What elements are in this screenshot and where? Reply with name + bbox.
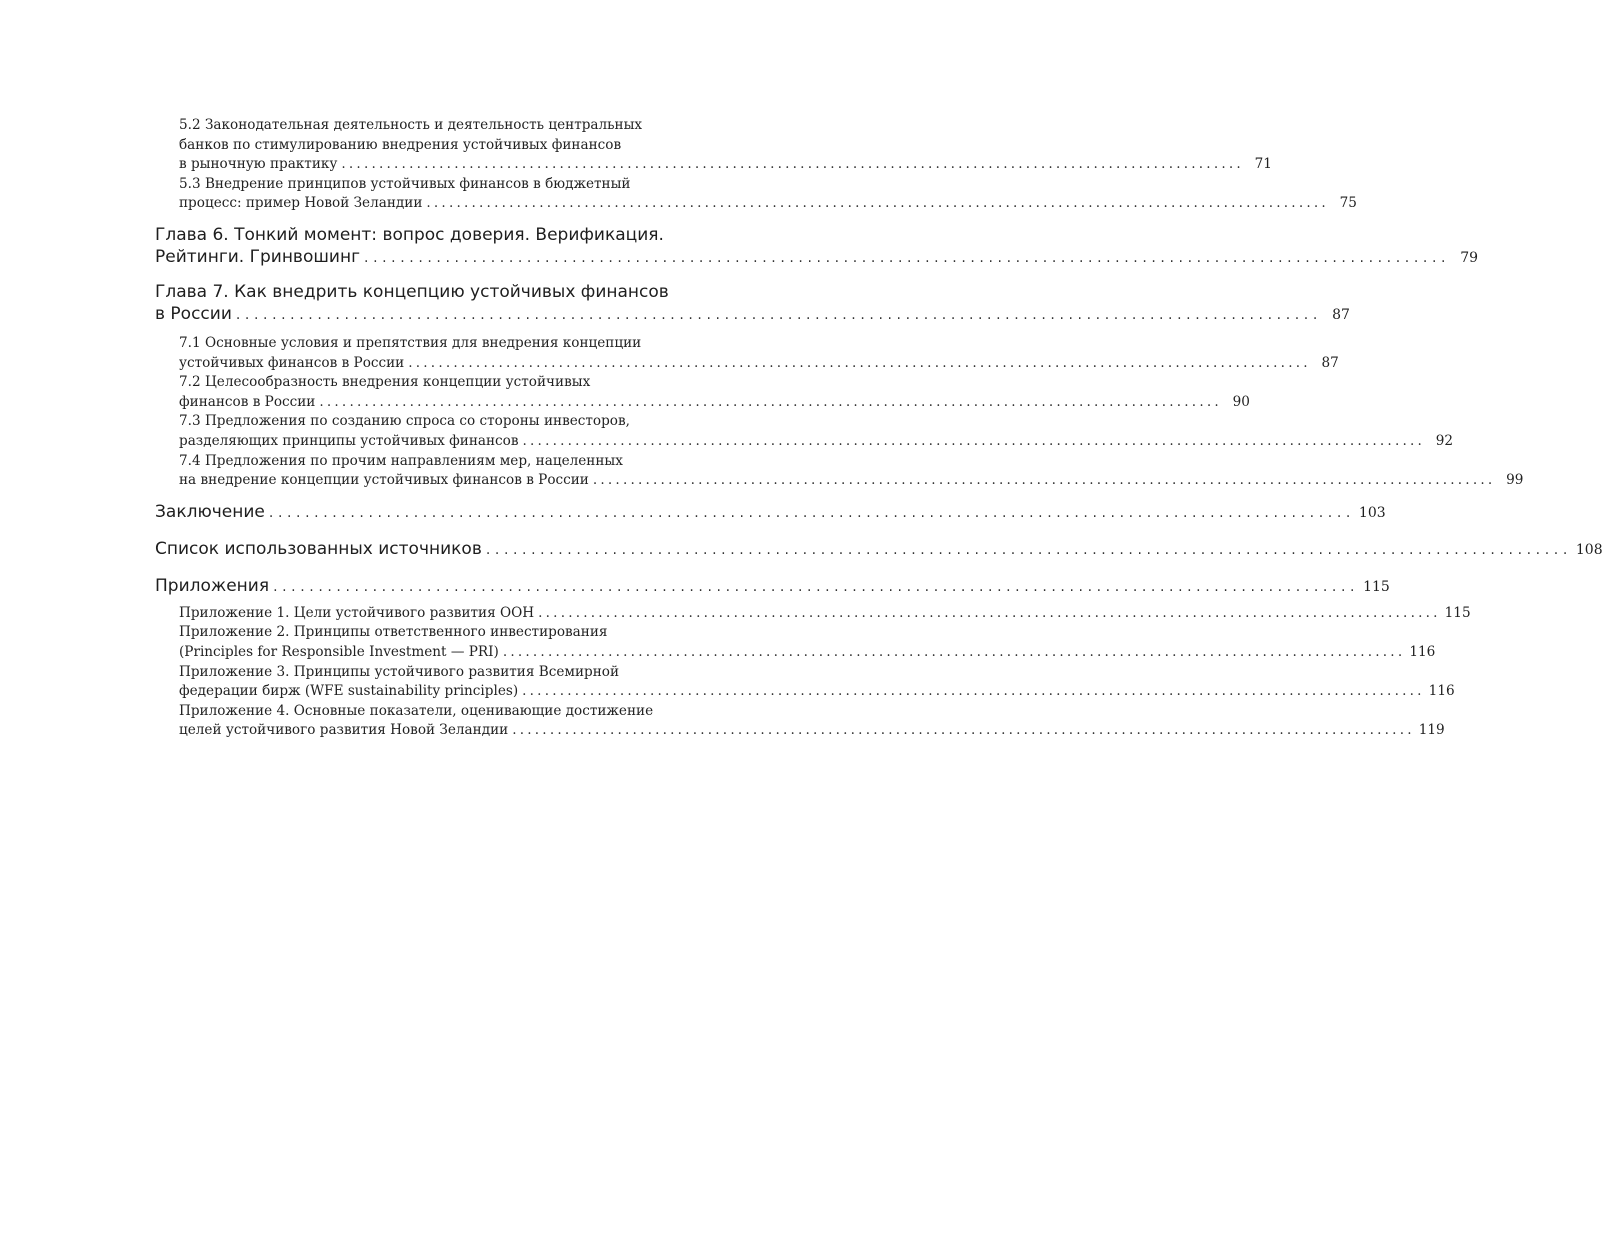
toc-page-number: 116 bbox=[1409, 643, 1436, 660]
dot-leader: ........................................................................................................................ bbox=[512, 722, 1415, 739]
toc-section-entry[interactable] bbox=[179, 175, 1357, 214]
toc-chapter-entry[interactable] bbox=[155, 538, 1603, 561]
toc-page-number: 99 bbox=[1506, 472, 1524, 489]
toc-entry-title-line: Приложения bbox=[155, 575, 270, 596]
dot-leader: ........................................................................................................................ bbox=[522, 432, 1426, 449]
toc-page-number: 108 bbox=[1575, 541, 1603, 558]
toc-entry-title-line: целей устойчивого развития Новой Зеландии bbox=[179, 722, 509, 739]
toc-section-entry[interactable] bbox=[179, 334, 1339, 373]
toc-page-number: 90 bbox=[1232, 393, 1250, 410]
toc-section-entry[interactable] bbox=[179, 702, 1445, 741]
toc-section-entry[interactable] bbox=[179, 604, 1471, 624]
toc-section-entry[interactable] bbox=[179, 373, 1250, 412]
dot-leader: ........................................................................................................................ bbox=[522, 683, 1425, 700]
dot-leader: ........................................................................................................................ bbox=[268, 504, 1355, 521]
dot-leader: ........................................................................................................................ bbox=[408, 354, 1311, 371]
toc-entry-final-line bbox=[179, 682, 1455, 702]
dot-leader: ........................................................................................................................ bbox=[426, 195, 1329, 212]
toc-entry-final-line bbox=[155, 501, 1386, 524]
toc-entry-title-line: процесс: пример Новой Зеландии bbox=[179, 195, 423, 212]
toc-page-number: 119 bbox=[1418, 722, 1445, 739]
toc-page-number: 92 bbox=[1435, 432, 1454, 449]
toc-entry-title-line: разделяющих принципы устойчивых финансов bbox=[179, 432, 519, 449]
toc-entry-final-line bbox=[179, 393, 1250, 413]
toc-entry-title-line: в России bbox=[155, 303, 232, 324]
toc-page-number: 103 bbox=[1358, 504, 1386, 521]
toc-entry-title-line: финансов в России bbox=[179, 393, 316, 410]
toc-entry-title-line: в рыночную практику bbox=[179, 156, 338, 173]
toc-page-number: 71 bbox=[1254, 156, 1272, 173]
toc-page-number: 87 bbox=[1321, 354, 1339, 371]
toc-entry-title-line: Глава 6. Тонкий момент: вопрос доверия. Верификация. bbox=[155, 224, 664, 245]
toc-entry-title-line: Приложение 1. Цели устойчивого развития ООН bbox=[179, 604, 535, 621]
toc-entry-title-line: Рейтинги. Гринвошинг bbox=[155, 246, 361, 267]
dot-leader: ........................................................................................................................ bbox=[592, 472, 1496, 489]
toc-section-entry[interactable] bbox=[179, 452, 1524, 491]
toc-entry-final-line bbox=[155, 575, 1390, 598]
toc-entry-title-line: 7.3 Предложения по созданию спроса со стороны инвесторов, bbox=[179, 413, 630, 430]
dot-leader: ........................................................................................................................ bbox=[341, 156, 1244, 173]
toc-page-number: 116 bbox=[1428, 683, 1455, 700]
dot-leader: ........................................................................................................................ bbox=[502, 643, 1406, 660]
toc-entry-final-line bbox=[179, 721, 1445, 741]
toc-entry-final-line bbox=[155, 246, 1479, 269]
toc-entry-title-line: Список использованных источников bbox=[155, 538, 482, 559]
toc-section-entry[interactable] bbox=[179, 623, 1436, 662]
toc-entry-final-line bbox=[179, 471, 1524, 491]
toc-page-number: 75 bbox=[1339, 195, 1357, 212]
toc-entry-final-line bbox=[155, 303, 1350, 326]
toc-chapter-entry[interactable] bbox=[155, 575, 1390, 598]
toc-page-number: 115 bbox=[1363, 578, 1390, 595]
toc-entry-final-line bbox=[179, 604, 1471, 624]
toc-entry-title-line: 7.4 Предложения по прочим направлениям мер, нацеленных bbox=[179, 452, 623, 469]
toc-entry-title-line: 5.2 Законодательная деятельность и деятельность центральных bbox=[179, 117, 643, 133]
toc-entry-title-line: (Principles for Responsible Investment — PRI) bbox=[179, 643, 499, 660]
toc-entry-title-line: на внедрение концепции устойчивых финансов в России bbox=[179, 472, 589, 489]
toc-entry-title-line: Приложение 4. Основные показатели, оценивающие достижение bbox=[179, 702, 654, 719]
toc-entry-title-line: устойчивых финансов в России bbox=[179, 354, 405, 371]
toc-entry-title-line: Глава 7. Как внедрить концепцию устойчивых финансов bbox=[155, 281, 669, 302]
toc-entry-final-line bbox=[155, 538, 1603, 561]
toc-chapter-entry[interactable] bbox=[155, 224, 1479, 269]
toc-chapter-entry[interactable] bbox=[155, 501, 1386, 524]
toc-entry-final-line bbox=[179, 354, 1339, 374]
toc-page-number: 79 bbox=[1460, 249, 1479, 266]
dot-leader: ........................................................................................................................ bbox=[273, 578, 1360, 595]
toc-section-entry[interactable] bbox=[179, 663, 1455, 702]
toc-page-number: 115 bbox=[1444, 604, 1471, 621]
table-of-contents bbox=[155, 116, 1603, 741]
dot-leader: ........................................................................................................................ bbox=[319, 393, 1222, 410]
toc-entry-title-line: Приложение 2. Принципы ответственного инвестирования bbox=[179, 624, 608, 641]
toc-entry-title-line: федерации бирж (WFE sustainability principles) bbox=[179, 683, 519, 700]
toc-chapter-entry[interactable] bbox=[155, 281, 1350, 326]
toc-entry-final-line bbox=[179, 194, 1357, 214]
toc-entry-title-line: 7.2 Целесообразность внедрения концепции устойчивых bbox=[179, 374, 591, 391]
toc-section-entry[interactable] bbox=[179, 116, 1272, 175]
dot-leader: ........................................................................................................................ bbox=[364, 249, 1451, 266]
toc-section-entry[interactable] bbox=[179, 412, 1454, 451]
dot-leader: ........................................................................................................................ bbox=[538, 604, 1441, 621]
dot-leader: ........................................................................................................................ bbox=[235, 306, 1322, 323]
toc-entry-final-line bbox=[179, 432, 1454, 452]
toc-entry-title-line: банков по стимулированию внедрения устойчивых финансов bbox=[179, 136, 622, 153]
toc-entry-final-line bbox=[179, 643, 1436, 663]
dot-leader: ........................................................................................................................ bbox=[485, 541, 1572, 558]
toc-entry-final-line bbox=[179, 155, 1272, 175]
toc-entry-title-line: Заключение bbox=[155, 501, 265, 522]
toc-entry-title-line: 5.3 Внедрение принципов устойчивых финансов в бюджетный bbox=[179, 175, 631, 192]
toc-page-number: 87 bbox=[1332, 306, 1350, 323]
toc-entry-title-line: 7.1 Основные условия и препятствия для внедрения концепции bbox=[179, 334, 642, 351]
toc-entry-title-line: Приложение 3. Принципы устойчивого развития Всемирной bbox=[179, 663, 620, 680]
